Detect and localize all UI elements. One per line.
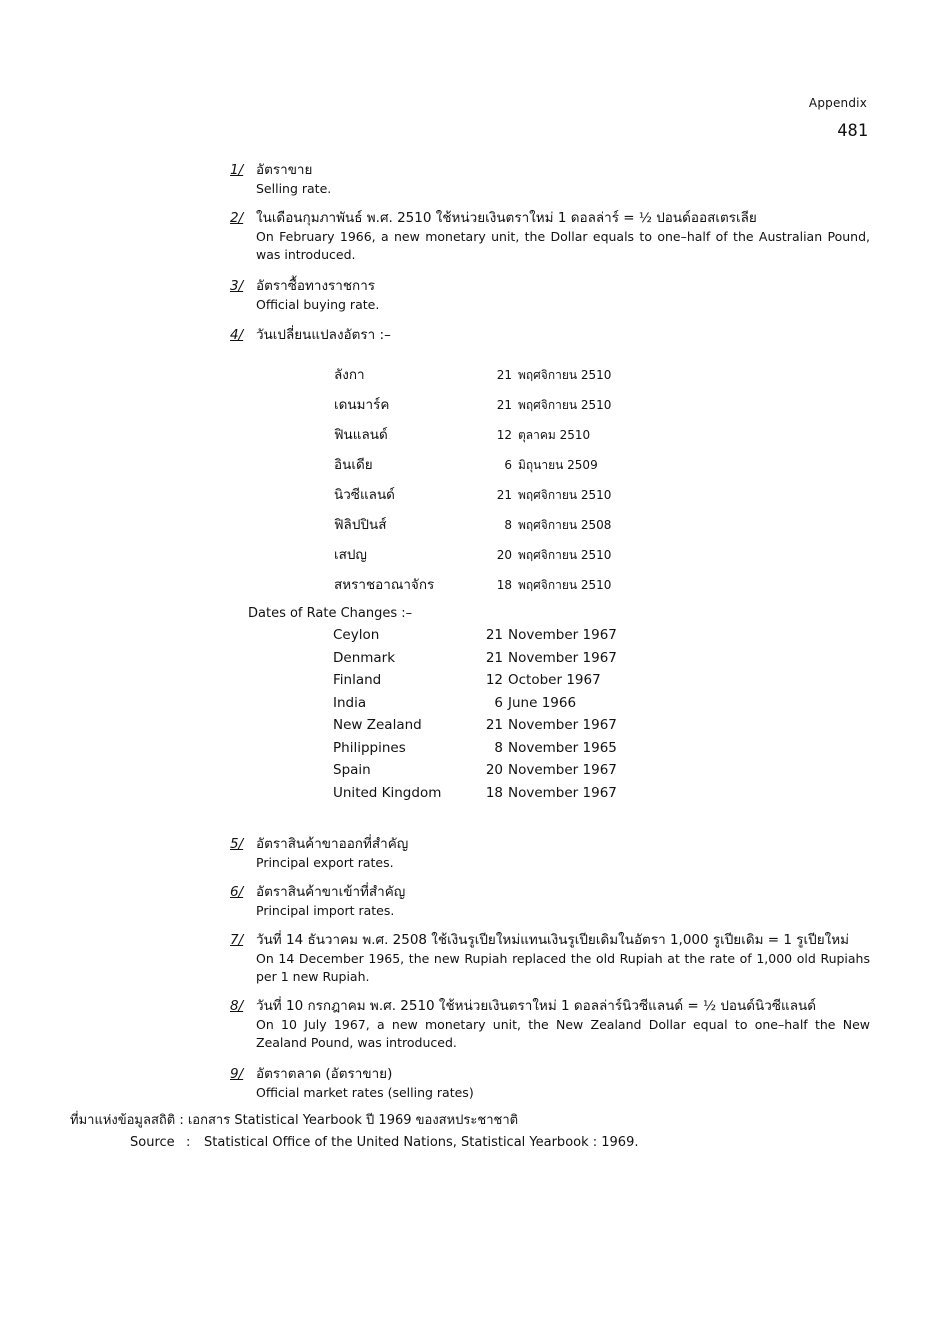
footnote-english: Official buying rate. (256, 297, 380, 312)
change-date: 12 ตุลาคม 2510 (496, 428, 591, 442)
change-date: 8 November 1965 (494, 739, 617, 756)
table-row (333, 672, 617, 695)
footnote-mark: 3/ (230, 278, 244, 294)
footnote-thai: อัตราสินค้าขาออกที่สำคัญ (256, 836, 409, 852)
footnote-mark: 2/ (230, 210, 244, 226)
change-date: 20 พฤศจิกายน 2510 (496, 548, 612, 562)
country-name: ฟิลิปปินส์ (334, 517, 387, 533)
table-row (334, 573, 611, 603)
footnote-thai: อัตราตลาด (อัตราขาย) (256, 1066, 393, 1082)
country-name: เดนมาร์ค (334, 397, 390, 413)
country-name: สหราชอาณาจักร (334, 577, 435, 593)
footnote-mark: 9/ (230, 1066, 244, 1082)
change-date: 21 พฤศจิกายน 2510 (496, 488, 612, 502)
source-label: Source (130, 1135, 175, 1150)
change-date: 21 November 1967 (485, 627, 617, 643)
footnote-thai: อัตราขาย (256, 162, 313, 178)
footnote-3 (230, 276, 870, 314)
footnote-thai: อัตราซื้อทางราชการ (256, 278, 376, 294)
country-name: Spain (333, 762, 371, 778)
table-row (334, 483, 611, 513)
table-row (333, 627, 617, 650)
page-number: 481 (837, 121, 868, 141)
country-name: นิวซีแลนด์ (334, 487, 395, 503)
table-row (334, 393, 611, 423)
footnote-thai: ในเดือนกุมภาพันธ์ พ.ศ. 2510 ใช้หน่วยเงินตราใหม่ 1 ดอลล่าร์ = ½ ปอนด์ออสเตรเลีย (256, 210, 757, 226)
footnote-english: On 10 July 1967, a new monetary unit, the New Zealand Dollar equal to one–half the New Zealand Pound, was introduced. (256, 1017, 870, 1050)
source-text: Statistical Office of the United Nations, Statistical Yearbook : 1969. (204, 1135, 639, 1150)
change-date: 6 มิถุนายน 2509 (504, 458, 598, 472)
country-name: เสปญ (334, 547, 367, 563)
country-name: Ceylon (333, 627, 380, 643)
change-date: 20 November 1967 (485, 762, 617, 778)
footnote-mark: 5/ (230, 836, 244, 852)
footnote-english: Selling rate. (256, 181, 332, 196)
change-date: 6 June 1966 (494, 694, 577, 711)
change-date: 21 November 1967 (485, 717, 617, 733)
table-row (334, 453, 611, 483)
change-date: 18 November 1967 (485, 784, 617, 801)
appendix-label: Appendix (808, 96, 867, 110)
table-row (333, 717, 617, 740)
footnote-english: On February 1966, a new monetary unit, the Dollar equals to one–half of the Australian Pound, was introduced. (256, 229, 870, 262)
thai-rate-change-table (334, 363, 611, 603)
footnote-4 (230, 325, 870, 345)
table-row (334, 423, 611, 453)
country-name: Finland (333, 672, 382, 688)
country-name: Philippines (333, 739, 406, 756)
footnote-mark: 8/ (230, 998, 244, 1014)
change-date: 12 October 1967 (485, 672, 601, 688)
table-row (333, 762, 617, 785)
english-rate-change-table (333, 627, 617, 807)
country-name: United Kingdom (333, 784, 442, 801)
source-colon: : (186, 1135, 191, 1150)
country-name: India (333, 694, 367, 711)
footnote-9 (230, 1064, 870, 1102)
footnote-english: Official market rates (selling rates) (256, 1085, 474, 1100)
footnote-2 (230, 208, 870, 264)
country-name: Denmark (333, 649, 396, 666)
footnote-6 (230, 882, 870, 920)
footnote-mark: 4/ (230, 327, 244, 343)
source-english (130, 1135, 638, 1150)
change-date: 8 พฤศจิกายน 2508 (504, 518, 612, 532)
change-date: 21 พฤศจิกายน 2510 (496, 398, 612, 412)
country-name: New Zealand (333, 717, 422, 733)
table-row (334, 363, 611, 393)
change-date: 18 พฤศจิกายน 2510 (496, 578, 612, 592)
footnote-thai: วันที่ 14 ธันวาคม พ.ศ. 2508 ใช้เงินรูเปียใหม่แทนเงินรูเปียเดิมในอัตรา 1,000 รูเปียเดิม = 1 รูเปียใหม่ (256, 932, 850, 948)
table-row (334, 513, 611, 543)
footnote-english: On 14 December 1965, the new Rupiah replaced the old Rupiah at the rate of 1,000 old Rupiahs per 1 new Rupiah. (256, 951, 870, 984)
footnote-thai: วันเปลี่ยนแปลงอัตรา :– (256, 327, 391, 343)
footnote-mark: 7/ (230, 932, 244, 948)
table-row (333, 650, 617, 673)
footnote-thai: วันที่ 10 กรกฎาคม พ.ศ. 2510 ใช้หน่วยเงินตราใหม่ 1 ดอลล่าร์นิวซีแลนด์ = ½ ปอนด์นิวซีแลนด์ (256, 998, 816, 1014)
footnote-mark: 1/ (230, 162, 244, 178)
country-name: ลังกา (334, 367, 365, 383)
footnote-7 (230, 930, 870, 986)
table-row (333, 785, 617, 808)
dates-of-rate-changes-heading: Dates of Rate Changes :– (248, 606, 413, 621)
footnote-english: Principal import rates. (256, 903, 395, 918)
country-name: ฟินแลนด์ (334, 427, 388, 443)
table-row (333, 695, 617, 718)
footnote-mark: 6/ (230, 884, 244, 900)
table-row (333, 740, 617, 763)
table-row (334, 543, 611, 573)
change-date: 21 November 1967 (485, 649, 617, 666)
footnote-english: Principal export rates. (256, 855, 394, 870)
footnote-8 (230, 996, 870, 1052)
source-thai: ที่มาแห่งข้อมูลสถิติ : เอกสาร Statistical Yearbook ปี 1969 ของสหประชาชาติ (70, 1113, 519, 1128)
footnote-1 (230, 160, 870, 198)
country-name: อินเดีย (334, 457, 373, 473)
footnote-thai: อัตราสินค้าขาเข้าที่สำคัญ (256, 884, 406, 900)
change-date: 21 พฤศจิกายน 2510 (496, 368, 612, 382)
footnote-5 (230, 834, 870, 872)
